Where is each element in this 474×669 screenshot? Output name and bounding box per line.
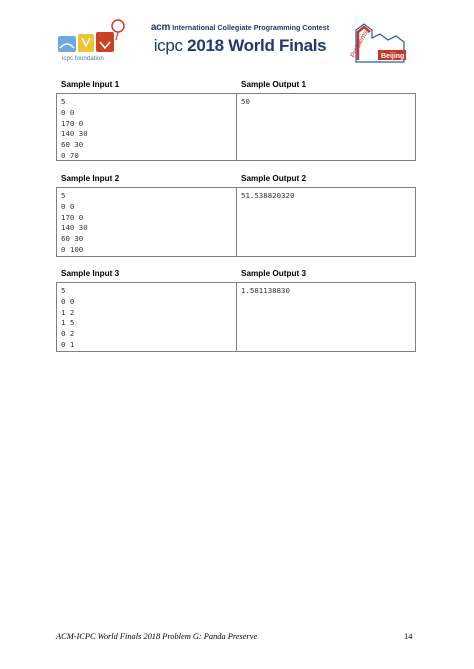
contest-title	[150, 22, 330, 56]
sample-table	[56, 187, 416, 257]
acm-mark: acm	[150, 22, 171, 33]
sample-output: 50	[241, 97, 250, 106]
icpc-foundation-logo	[56, 18, 132, 64]
badge-problems-text: Problems	[350, 29, 370, 59]
badge-city-text: Beijing	[381, 53, 405, 60]
sample-output-label: Sample Output 1	[241, 80, 307, 89]
sample-output-label: Sample Output 3	[241, 269, 307, 278]
problems-beijing-badge	[350, 20, 410, 70]
great-wall-icon	[350, 20, 410, 70]
sample-output: 1.581138830	[241, 286, 290, 295]
page-footer: ACM-ICPC World Finals 2018 Problem G: Panda Preserve	[56, 632, 258, 641]
sample-table	[56, 282, 416, 352]
sample-table	[56, 93, 416, 161]
sample-output: 51.538820320	[241, 191, 295, 200]
sample-2	[56, 174, 416, 257]
page-header	[0, 0, 474, 82]
contest-name: International Collegiate Programming Contest	[172, 23, 330, 32]
sample-input-label: Sample Input 3	[61, 269, 120, 278]
sample-input: 5 0 0 170 0 140 30 60 30 0 70	[57, 94, 237, 160]
page-number: 14	[404, 632, 413, 641]
sample-input-label: Sample Input 1	[61, 80, 120, 89]
world-finals-line	[150, 36, 330, 56]
sample-1	[56, 80, 416, 161]
bulb-icon	[112, 20, 124, 32]
sample-input-label: Sample Input 2	[61, 174, 120, 183]
foundation-caption: icpc foundation	[62, 56, 104, 62]
sample-input: 5 0 0 170 0 140 30 60 30 0 100	[57, 188, 237, 256]
trophy-icon	[78, 34, 94, 52]
sample-output-label: Sample Output 2	[241, 174, 307, 183]
sample-input: 5 0 0 1 2 1 5 0 2 0 1	[57, 283, 237, 351]
title-rest: 2018 World Finals	[187, 36, 327, 55]
foundation-icons	[56, 18, 132, 58]
sample-3	[56, 269, 416, 352]
acm-line	[150, 22, 330, 33]
title-icpc: icpc	[153, 36, 183, 55]
